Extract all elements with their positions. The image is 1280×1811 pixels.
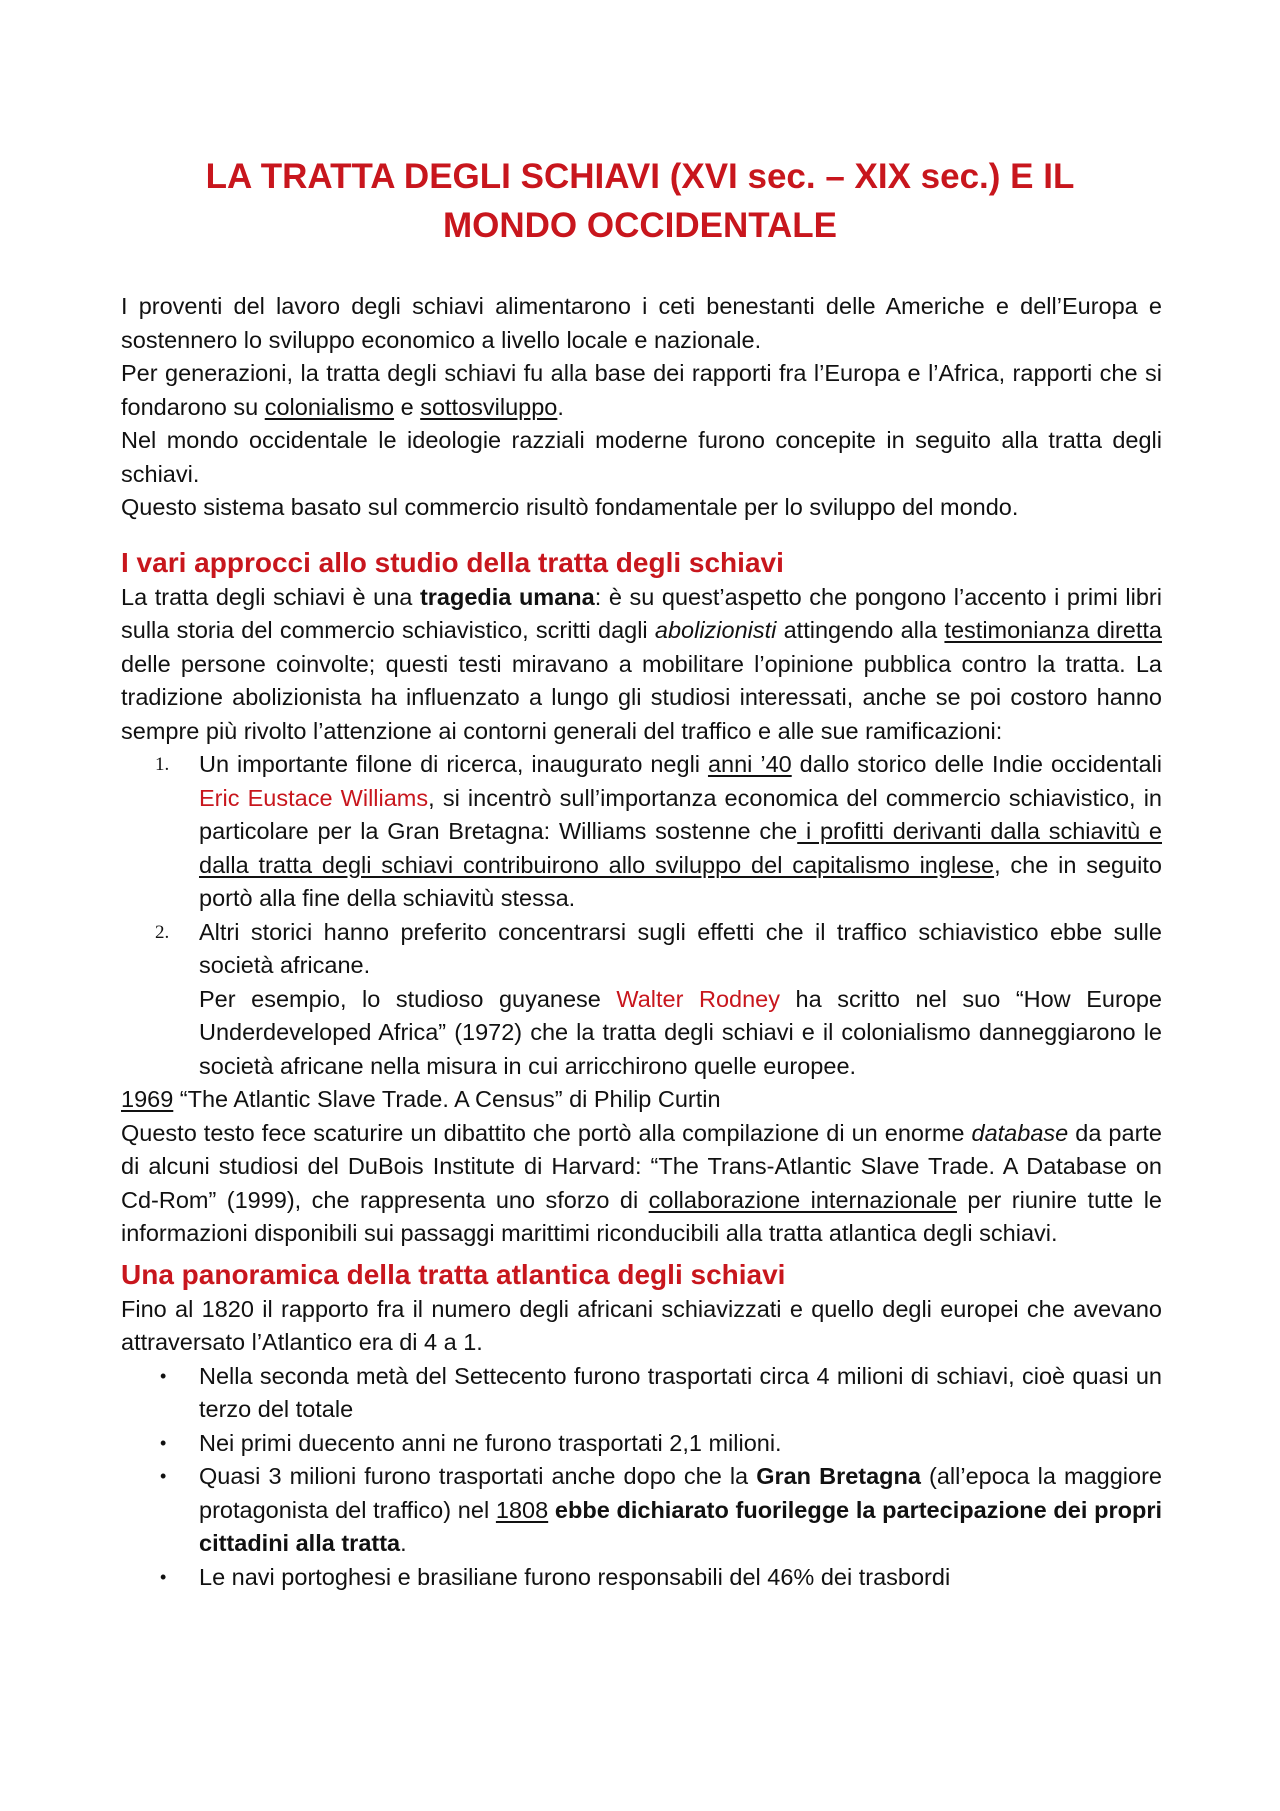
list-item: • Quasi 3 milioni furono trasportati anche dopo che la Gran Bretagna (all’epoca la maggiore protagonista del traffico) nel 1808 ebbe dichiarato fuorilegge la partecipazione dei propri cittadini alla tratta. bbox=[121, 1460, 1162, 1561]
underlined-term: testimonianza diretta bbox=[944, 617, 1162, 643]
highlighted-name: Walter Rodney bbox=[616, 985, 780, 1012]
italic-term: database bbox=[971, 1119, 1069, 1146]
numbered-list bbox=[121, 748, 1162, 983]
section-heading-overview: Una panoramica della tratta atlantica degli schiavi bbox=[121, 1258, 786, 1290]
bold-phrase: ebbe dichiarato fuorilegge la partecipazione dei propri cittadini alla tratta bbox=[199, 1496, 1163, 1556]
document-body bbox=[121, 290, 1162, 1594]
database-paragraph: Questo testo fece scaturire un dibattito che portò alla compilazione di un enorme database da parte di alcuni studiosi del DuBois Institute di Harvard: “The Trans-Atlantic Slave Trade. A Database on Cd-Rom” (1999), che rappresenta uno sforzo di collaborazione internazionale per riunire tutte le informazioni disponibili sui passaggi marittimi riconducibili alla tratta atlantica degli schiavi. bbox=[121, 1119, 1163, 1246]
underlined-term: colonialismo bbox=[264, 393, 395, 420]
bullet-icon: • bbox=[160, 1566, 167, 1587]
underlined-year: 1969 bbox=[121, 1086, 174, 1112]
intro-paragraph-4: Questo sistema basato sul commercio risultò fondamentale per lo sviluppo del mondo. bbox=[121, 494, 1019, 520]
title-line-2: MONDO OCCIDENTALE bbox=[442, 206, 838, 245]
list-number: 1. bbox=[155, 754, 170, 775]
intro-paragraph-3: Nel mondo occidentale le ideologie razziali moderne furono concepite in seguito alla tratta degli schiavi. bbox=[121, 427, 1162, 487]
bullet-icon: • bbox=[160, 1432, 167, 1453]
section-heading-approaches: I vari approcci allo studio della tratta degli schiavi bbox=[121, 546, 784, 578]
bold-term: tragedia umana bbox=[419, 583, 595, 610]
list-number: 2. bbox=[155, 921, 170, 943]
underlined-phrase: i profitti derivanti dalla schiavitù e dalla tratta degli schiavi contribuirono allo sviluppo del capitalismo inglese bbox=[199, 818, 1162, 878]
intro-paragraph-1: I proventi del lavoro degli schiavi alimentarono i ceti benestanti delle Americhe e dell’Europa e sostennero lo sviluppo economico a livello locale e nazionale. bbox=[121, 293, 1162, 353]
list-item: 2. Altri storici hanno preferito concentrarsi sugli effetti che il traffico schiavistico ebbe sulle società africane. bbox=[121, 916, 1162, 983]
italic-term: abolizionisti bbox=[654, 617, 777, 643]
intro-paragraph-2: Per generazioni, la tratta degli schiavi fu alla base dei rapporti fra l’Europa e l’Africa, rapporti che si fondarono su colonialismo e sottosviluppo. bbox=[121, 360, 1162, 420]
bold-term: Gran Bretagna bbox=[756, 1463, 921, 1489]
overview-paragraph: Fino al 1820 il rapporto fra il numero degli africani schiavizzati e quello degli europei che avevano attraversato l’Atlantico era di 4 a 1. bbox=[121, 1295, 1162, 1355]
approaches-paragraph: La tratta degli schiavi è una tragedia umana: è su quest’aspetto che pongono l’accento i primi libri sulla storia del commercio schiavistico, scritti dagli abolizionisti attingendo alla testimonianza diretta delle persone coinvolte; questi testi miravano a mobilitare l’opinione pubblica contro la tratta. La tradizione abolizionista ha influenzato a lungo gli studiosi interessati, anche se poi costoro hanno sempre più rivolto l’attenzione ai contorni generali del traffico e alle sue ramificazioni: bbox=[121, 583, 1162, 744]
list-item: • Nei primi duecento anni ne furono trasportati 2,1 milioni. bbox=[121, 1427, 1162, 1461]
list-item: • Le navi portoghesi e brasiliane furono responsabili del 46% dei trasbordi bbox=[121, 1561, 1162, 1595]
list-item-continuation: Per esempio, lo studioso guyanese Walter Rodney ha scritto nel suo “How Europe Underdeveloped Africa” (1972) che la tratta degli schiavi e il colonialismo danneggiarono le società africane nella misura in cui arricchirono quelle europee. bbox=[199, 985, 1162, 1079]
underlined-term: sottosviluppo bbox=[420, 393, 558, 420]
document-title bbox=[120, 152, 1160, 250]
title-line-1: LA TRATTA DEGLI SCHIAVI (XVI sec. – XIX sec.) E IL bbox=[205, 157, 1075, 196]
underlined-year: 1808 bbox=[495, 1496, 549, 1523]
census-line: 1969 “The Atlantic Slave Trade. A Census” di Philip Curtin bbox=[121, 1086, 721, 1112]
bullet-icon: • bbox=[160, 1365, 167, 1386]
bullet-list bbox=[121, 1360, 1162, 1595]
bullet-icon: • bbox=[160, 1466, 167, 1486]
highlighted-name: Eric Eustace Williams bbox=[199, 784, 429, 811]
list-item: 1. Un importante filone di ricerca, inaugurato negli anni ’40 dallo storico delle Indie occidentali Eric Eustace Williams, si incentrò sull’importanza economica del commercio schiavistico, in particolare per la Gran Bretagna: Williams sostenne che i profitti derivanti dalla schiavitù e dalla tratta degli schiavi contribuirono allo sviluppo del capitalismo inglese, che in seguito portò alla fine della schiavitù stessa. bbox=[121, 748, 1162, 916]
underlined-term: collaborazione internazionale bbox=[648, 1186, 957, 1213]
list-item: • Nella seconda metà del Settecento furono trasportati circa 4 milioni di schiavi, cioè quasi un terzo del totale bbox=[121, 1360, 1162, 1427]
underlined-term: anni ’40 bbox=[707, 751, 792, 777]
